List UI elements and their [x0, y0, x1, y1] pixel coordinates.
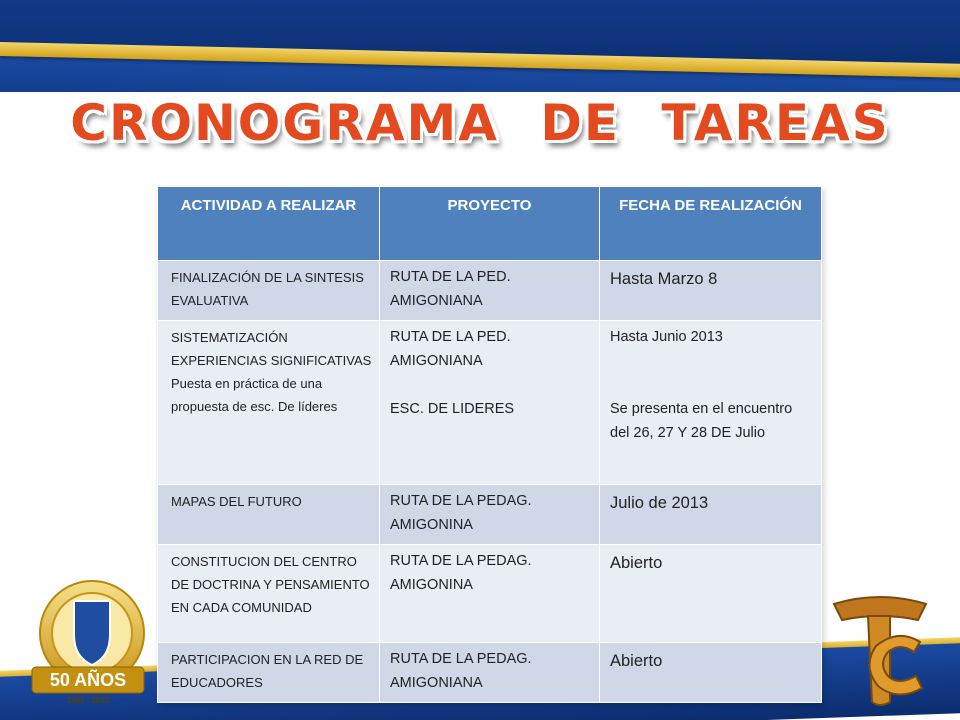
- header-actividad: ACTIVIDAD A REALIZAR: [158, 187, 380, 261]
- table-row: [158, 321, 822, 485]
- cell-actividad: FINALIZACIÓN DE LA SINTESIS EVALUATIVA: [158, 261, 380, 321]
- cell-fecha: Hasta Junio 2013 Se presenta en el encuentro del 26, 27 Y 28 DE Julio: [600, 321, 822, 485]
- table-row: [158, 545, 822, 643]
- cell-actividad: MAPAS DEL FUTURO: [158, 485, 380, 545]
- cell-fecha: Julio de 2013: [600, 485, 822, 545]
- header-fecha: FECHA DE REALIZACIÓN: [600, 187, 822, 261]
- table-row: [158, 261, 822, 321]
- cell-fecha: Abierto: [600, 643, 822, 703]
- table-row: [158, 485, 822, 545]
- table-header-row: [158, 187, 822, 261]
- table-row: [158, 643, 822, 703]
- cell-actividad: CONSTITUCION DEL CENTRO DE DOCTRINA Y PENSAMIENTO EN CADA COMUNIDAD: [158, 545, 380, 643]
- seal-years-text: 50 AÑOS: [49, 670, 127, 690]
- cell-proyecto: RUTA DE LA PEDAG. AMIGONIANA: [380, 643, 600, 703]
- cell-actividad: SISTEMATIZACIÓN EXPERIENCIAS SIGNIFICATIVAS Puesta en práctica de una propuesta de esc. De líderes: [158, 321, 380, 485]
- header-proyecto: PROYECTO: [380, 187, 600, 261]
- cell-proyecto: RUTA DE LA PEDAG. AMIGONINA: [380, 485, 600, 545]
- anniversary-seal: [30, 577, 148, 709]
- top-decorative-band: [0, 0, 960, 92]
- schedule-table: [157, 186, 822, 703]
- cell-proyecto: RUTA DE LA PED. AMIGONIANA: [380, 261, 600, 321]
- cell-fecha: Hasta Marzo 8: [600, 261, 822, 321]
- slide-title: CRONOGRAMA DE TAREAS: [70, 94, 890, 152]
- cell-fecha: Abierto: [600, 545, 822, 643]
- cell-proyecto: RUTA DE LA PEDAG. AMIGONINA: [380, 545, 600, 643]
- cell-proyecto: RUTA DE LA PED. AMIGONIANA ESC. DE LIDERES: [380, 321, 600, 485]
- seal-span-text: 1963 - 2013: [66, 696, 110, 705]
- tc-emblem-logo: [828, 592, 932, 710]
- cell-actividad: PARTICIPACION EN LA RED DE EDUCADORES: [158, 643, 380, 703]
